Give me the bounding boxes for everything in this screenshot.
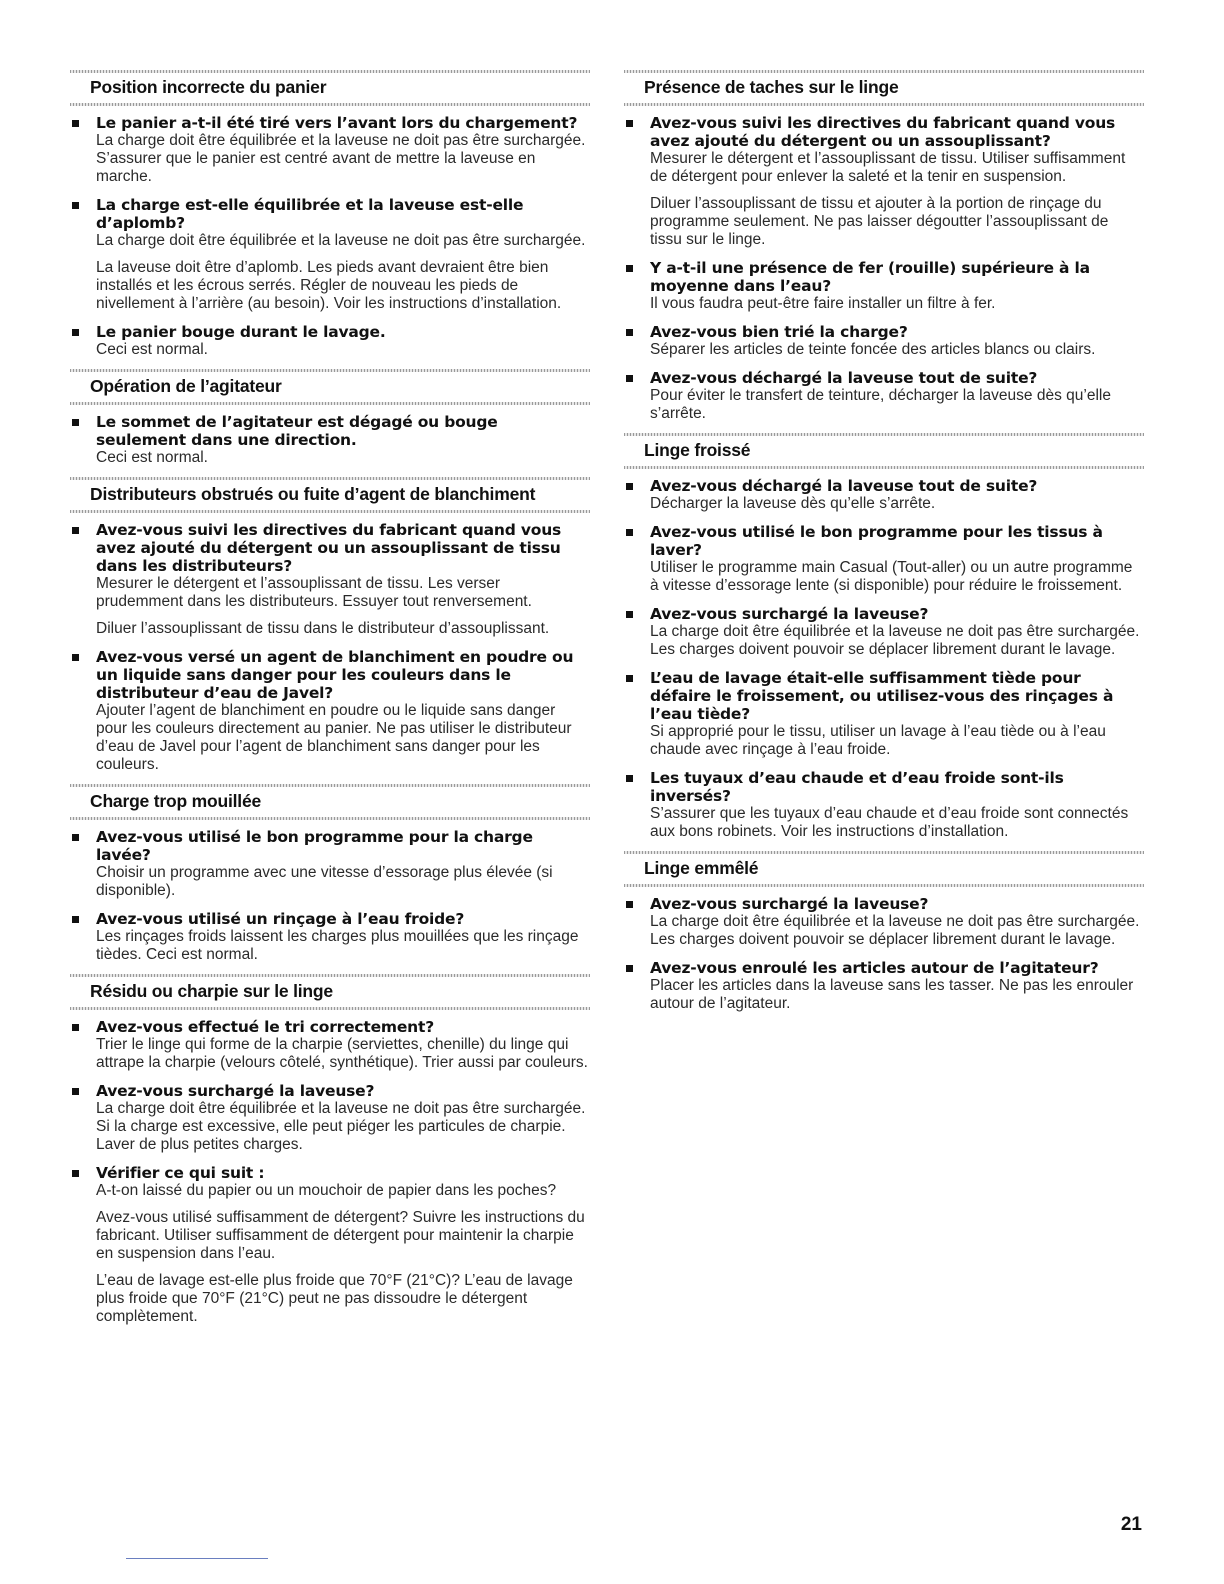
question: Avez-vous surchargé la laveuse?: [650, 605, 929, 623]
list-item: [70, 521, 590, 638]
square-bullet-icon: [72, 419, 79, 426]
answer-text: La charge doit être équilibrée et la laveuse ne doit pas être surchargée. S’assurer que le panier est centré avant de mettre la laveuse en marche.: [96, 132, 586, 185]
list-item: [624, 369, 1144, 423]
section-distributeurs-obstrues-ou-fuite-d-agent-de-blanchiment: [70, 477, 590, 774]
answer-text: S’assurer que les tuyaux d’eau chaude et d’eau froide sont connectés aux bons robinets. Voir les instructions d’installation.: [650, 805, 1129, 840]
list-item: [624, 523, 1144, 595]
list-item: [70, 1164, 590, 1326]
answer-text: Diluer l’assouplissant de tissu et ajouter à la portion de rinçage du programme seulement. Ne pas laisser dégoutter l’assouplissant de tissu sur le linge.: [650, 195, 1109, 248]
answer-text: Ceci est normal.: [96, 449, 208, 466]
section-presence-de-taches-sur-le-linge: [624, 70, 1144, 423]
question: Avez-vous utilisé le bon programme pour la charge lavée?: [96, 828, 533, 864]
square-bullet-icon: [626, 329, 633, 336]
question: Avez-vous suivi les directives du fabricant quand vous avez ajouté du détergent ou un assouplissant de tissu dans les distributeurs?: [96, 521, 562, 575]
right-column: [624, 70, 1144, 1023]
answer-text: Choisir un programme avec une vitesse d’essorage plus élevée (si disponible).: [96, 864, 553, 899]
section-header: [70, 477, 590, 513]
section-title: Linge emmêlé: [644, 858, 759, 878]
question: Avez-vous déchargé la laveuse tout de suite?: [650, 477, 1038, 495]
section-header: [70, 369, 590, 405]
square-bullet-icon: [626, 483, 633, 490]
section-operation-de-l-agitateur: [70, 369, 590, 467]
list-item: [70, 1082, 590, 1154]
section-title: Distributeurs obstrués ou fuite d’agent de blanchiment: [90, 484, 536, 504]
square-bullet-icon: [72, 202, 79, 209]
footer-rule: [126, 1558, 268, 1559]
question: L’eau de lavage était-elle suffisamment tiède pour défaire le froissement, ou utilisez-vous des rinçages à l’eau tiède?: [650, 669, 1114, 723]
square-bullet-icon: [72, 120, 79, 127]
list-item: [70, 828, 590, 900]
list-item: [70, 323, 590, 359]
square-bullet-icon: [626, 675, 633, 682]
answer-text: Si approprié pour le tissu, utiliser un lavage à l’eau tiède ou à l’eau chaude avec rinçage à l’eau froide.: [650, 723, 1106, 758]
answer-text: Ceci est normal.: [96, 341, 208, 358]
square-bullet-icon: [626, 375, 633, 382]
section-position-incorrecte-du-panier: [70, 70, 590, 359]
question: La charge est-elle équilibrée et la laveuse est-elle d’aplomb?: [96, 196, 524, 232]
answer-text: La charge doit être équilibrée et la laveuse ne doit pas être surchargée. Les charges doivent pouvoir se déplacer librement durant le lavage.: [650, 623, 1140, 658]
page-number: 21: [1120, 1514, 1142, 1535]
answer-text: La laveuse doit être d’aplomb. Les pieds avant devraient être bien installés et les écrous serrés. Régler de nouveau les pieds de nivellement à l’arrière (au besoin). Voir les instructions d’installation.: [96, 259, 562, 312]
answer-text: Décharger la laveuse dès qu’elle s’arrête.: [650, 495, 936, 512]
list-item: [624, 959, 1144, 1013]
list-item: [70, 648, 590, 774]
list-item: [70, 1018, 590, 1072]
section-title: Présence de taches sur le linge: [644, 77, 899, 97]
answer-text: A-t-on laissé du papier ou un mouchoir de papier dans les poches?: [96, 1182, 557, 1199]
list-item: [624, 669, 1144, 759]
section-title: Position incorrecte du panier: [90, 77, 327, 97]
square-bullet-icon: [626, 529, 633, 536]
list-item: [624, 769, 1144, 841]
section-linge-emmele: [624, 851, 1144, 1013]
question: Les tuyaux d’eau chaude et d’eau froide sont-ils inversés?: [650, 769, 1064, 805]
question: Le sommet de l’agitateur est dégagé ou bouge seulement dans une direction.: [96, 413, 498, 449]
square-bullet-icon: [626, 120, 633, 127]
question: Avez-vous déchargé la laveuse tout de suite?: [650, 369, 1038, 387]
section-title: Linge froissé: [644, 440, 751, 460]
question: Avez-vous bien trié la charge?: [650, 323, 908, 341]
question: Le panier bouge durant le lavage.: [96, 323, 386, 341]
answer-text: La charge doit être équilibrée et la laveuse ne doit pas être surchargée.: [96, 232, 586, 249]
question: Avez-vous effectué le tri correctement?: [96, 1018, 435, 1036]
answer-text: Mesurer le détergent et l’assouplissant de tissu. Les verser prudemment dans les distributeurs. Essuyer tout renversement.: [96, 575, 532, 610]
answer-text: Séparer les articles de teinte foncée des articles blancs ou clairs.: [650, 341, 1096, 358]
question: Le panier a-t-il été tiré vers l’avant lors du chargement?: [96, 114, 578, 132]
answer-text: Utiliser le programme main Casual (Tout-aller) ou un autre programme à vitesse d’essorage lente (si disponible) pour réduire le froissement.: [650, 559, 1133, 594]
section-header: [624, 851, 1144, 887]
square-bullet-icon: [626, 265, 633, 272]
answer-text: Placer les articles dans la laveuse sans les tasser. Ne pas les enrouler autour de l’agitateur.: [650, 977, 1134, 1012]
answer-text: Les rinçages froids laissent les charges plus mouillées que les rinçage tièdes. Ceci est normal.: [96, 928, 579, 963]
section-residu-ou-charpie-sur-le-linge: [70, 974, 590, 1326]
section-title: Charge trop mouillée: [90, 791, 262, 811]
square-bullet-icon: [626, 965, 633, 972]
question: Avez-vous suivi les directives du fabricant quand vous avez ajouté du détergent ou un assouplissant?: [650, 114, 1116, 150]
section-linge-froisse: [624, 433, 1144, 841]
question: Avez-vous surchargé la laveuse?: [96, 1082, 375, 1100]
answer-text: Avez-vous utilisé suffisamment de détergent? Suivre les instructions du fabricant. Utiliser suffisamment de détergent pour maintenir la charpie en suspension dans l’eau.: [96, 1209, 585, 1262]
square-bullet-icon: [72, 654, 79, 661]
square-bullet-icon: [72, 1088, 79, 1095]
square-bullet-icon: [626, 901, 633, 908]
answer-text: La charge doit être équilibrée et la laveuse ne doit pas être surchargée. Les charges doivent pouvoir se déplacer librement durant le lavage.: [650, 913, 1140, 948]
answer-text: Diluer l’assouplissant de tissu dans le distributeur d’assouplissant.: [96, 620, 550, 637]
list-item: [624, 477, 1144, 513]
list-item: [70, 114, 590, 186]
question: Avez-vous versé un agent de blanchiment en poudre ou un liquide sans danger pour les couleurs dans le distributeur d’eau de Javel?: [96, 648, 574, 702]
square-bullet-icon: [72, 1170, 79, 1177]
section-header: [70, 974, 590, 1010]
square-bullet-icon: [72, 834, 79, 841]
list-item: [624, 114, 1144, 249]
answer-text: Mesurer le détergent et l’assouplissant de tissu. Utiliser suffisamment de détergent pour enlever la saleté et la tenir en suspension.: [650, 150, 1126, 185]
question: Avez-vous utilisé le bon programme pour les tissus à laver?: [650, 523, 1103, 559]
left-column: [70, 70, 590, 1336]
section-title: Résidu ou charpie sur le linge: [90, 981, 333, 1001]
question: Vérifier ce qui suit :: [96, 1164, 265, 1182]
answer-text: Ajouter l’agent de blanchiment en poudre ou le liquide sans danger pour les couleurs directement au panier. Ne pas utiliser le distributeur d’eau de Javel pour l’agent de blanchiment sans danger pour les couleurs.: [96, 702, 572, 773]
section-charge-trop-mouillee: [70, 784, 590, 964]
section-header: [624, 70, 1144, 106]
answer-text: Trier le linge qui forme de la charpie (serviettes, chenille) du linge qui attrape la charpie (velours côtelé, synthétique). Trier aussi par couleurs.: [96, 1036, 588, 1071]
section-header: [70, 70, 590, 106]
square-bullet-icon: [72, 1024, 79, 1031]
question: Avez-vous utilisé un rinçage à l’eau froide?: [96, 910, 465, 928]
section-header: [624, 433, 1144, 469]
square-bullet-icon: [72, 916, 79, 923]
list-item: [624, 323, 1144, 359]
section-header: [70, 784, 590, 820]
answer-text: Il vous faudra peut-être faire installer un filtre à fer.: [650, 295, 996, 312]
question: Avez-vous enroulé les articles autour de l’agitateur?: [650, 959, 1099, 977]
square-bullet-icon: [626, 775, 633, 782]
list-item: [624, 895, 1144, 949]
square-bullet-icon: [72, 527, 79, 534]
list-item: [624, 605, 1144, 659]
answer-text: L’eau de lavage est-elle plus froide que 70°F (21°C)? L’eau de lavage plus froide que 70°F (21°C) peut ne pas dissoudre le détergent complètement.: [96, 1272, 573, 1325]
list-item: [70, 413, 590, 467]
list-item: [70, 910, 590, 964]
question: Y a-t-il une présence de fer (rouille) supérieure à la moyenne dans l’eau?: [650, 259, 1090, 295]
list-item: [70, 196, 590, 313]
answer-text: La charge doit être équilibrée et la laveuse ne doit pas être surchargée. Si la charge est excessive, elle peut piéger les particules de charpie. Laver de plus petites charges.: [96, 1100, 586, 1153]
square-bullet-icon: [72, 329, 79, 336]
question: Avez-vous surchargé la laveuse?: [650, 895, 929, 913]
section-title: Opération de l’agitateur: [90, 376, 282, 396]
answer-text: Pour éviter le transfert de teinture, décharger la laveuse dès qu’elle s’arrête.: [650, 387, 1111, 422]
square-bullet-icon: [626, 611, 633, 618]
list-item: [624, 259, 1144, 313]
